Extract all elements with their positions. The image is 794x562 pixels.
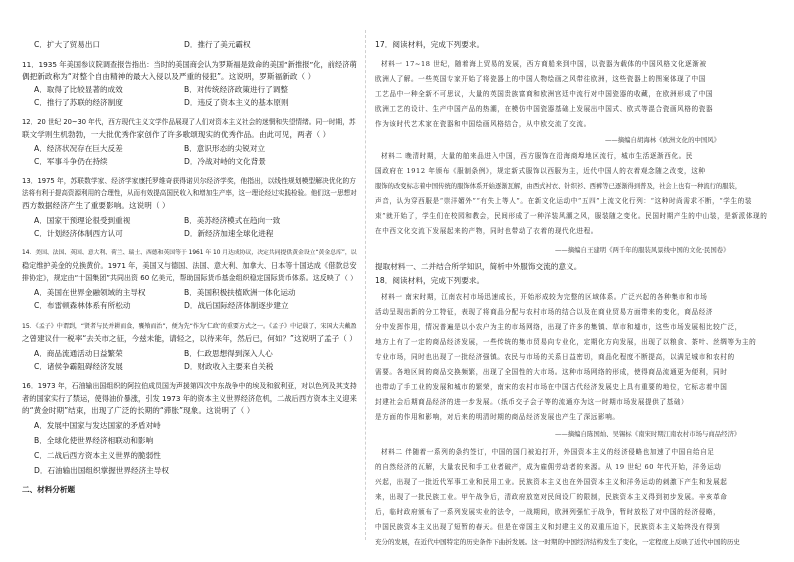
q14-stem-line: 14．美国、法国、英国、意大利、荷兰、瑞士、西德和英国等于 1961 年 10 月达成协议，决定共同提供黄金设立“黄金总库”，以 <box>22 250 357 256</box>
option-c-top: C．扩大了贸易出口 <box>34 40 101 49</box>
q13-stem-line: 13．1975 年，苏联数学家、经济学家康托罗维奇获得诺贝尔经济学奖，他指出，以线性规划模型解决优化的方 <box>22 177 356 185</box>
material-1-source: ——摘编自胡海林《欧洲文化的中国风》 <box>605 136 721 144</box>
q11-stem-line: 偶把新政称为“对整个自由精神的最大入侵以及严重的侵犯”。这说明，罗斯福新政（ ） <box>22 72 316 81</box>
option-d-top: D．推行了美元霸权 <box>184 40 251 49</box>
q16-option-b: B．全球化使世界经济相联动和影响 <box>34 436 154 445</box>
material-1-line: 欧洲人了解。一些英国专家开始了将瓷器上的中国人物绘画之风带往欧洲，这些瓷器上的图案体现了中国 <box>375 75 706 83</box>
q14-option-d: D．战后国际经济体制逐步建立 <box>184 301 289 310</box>
q11-option-b: B．对传统经济政策进行了调整 <box>184 85 288 94</box>
material-3-line: 也带动了手工业的发展和城市的繁荣，南宋的农村市场在中国古代经济发展史上具有重要的地位，它标志着中国 <box>375 383 728 391</box>
q16-option-a: A．发展中国家与发达国家的矛盾对峙 <box>34 421 161 430</box>
q15-option-c: C．诸侯争霸阻碍经济发展 <box>34 362 123 371</box>
q11-stem-line: 11．1935 年美国参议院调查报告指出：当时的美国商会认为罗斯福是致命的美国“新推报”化，前经济萌 <box>22 60 357 69</box>
q15-stem-line: 15．《孟子》中谓到，“贤者与民并耕而食，饔飧而治”，便为先“作为‘仁政’的重要方式之一。《孟子》中记载了，宋国大夫戴盈 <box>22 323 357 330</box>
q11-option-a: A．取得了比较显著的成效 <box>34 85 123 94</box>
material-2-line: 声音，认为穿西服是“崇洋媚外”“有失上等人”。在新文化运动中“五四”上流文化行列：“这种时尚需求不断，“学生的装 <box>375 197 753 205</box>
q17-task: 提取材料一、二并结合所学知识，简析中外服饰交流的意义。 <box>375 262 582 271</box>
q13-option-b: B．美苏经济模式在趋向一致 <box>184 216 281 225</box>
material-2-line: 国政府在 1912 年颁布《服制条例》，规定新式服饰以西服为主，近代中国人的衣着观念随之改变，这种 <box>375 167 706 175</box>
q16-option-c: C．二战后西方资本主义世界的脆弱性 <box>34 451 161 460</box>
material-3-line: 活动呈现出新的分工特征，表现了将商品分配与农村市场的结合以及在商业贸易方面带来的变化，商品经济 <box>375 308 714 316</box>
material-3-line: 封建社会后期商品经济的进一步发展。（纸币交子会子等的流通亦为这一时期市场发展提供了基础） <box>375 398 689 406</box>
material-2-source: ——摘编自王建明《两千年的服装风景线中国的文化·民国卷》 <box>555 246 730 254</box>
q12-option-b: B．意识形态的尖锐对立 <box>184 144 266 153</box>
q18-title: 18．阅读材料，完成下列要求。 <box>375 276 485 285</box>
q13-option-c: C．计划经济体制西方认可 <box>34 229 123 238</box>
material-4-line: 兴起，出现了一批近代军事工业和民用工业。民族资本主义也在外国资本主义和洋务运动的刺激下产生和发展起 <box>375 478 728 486</box>
material-1-line: 工艺品中一种全新不可思议，大量的英国贵族富商和欧洲宫廷中流行对中国瓷器的收藏，在欧洲形成了中国 <box>375 90 714 98</box>
q16-stem-line: 16．1973 年，石油输出国组织的阿拉伯成员国为声援第四次中东战争中的埃及和叙利亚，对以色列及其支持 <box>22 382 357 390</box>
material-4-line: 材料二 伴随着一系列的条约签订，中国的国门被迫打开，外国资本主义的经济侵略也加速了中国自给自足 <box>381 448 715 456</box>
section-title: 二、材料分析题 <box>22 485 76 494</box>
material-2-line: 束”就开始了，学生们在校园和教会，民间形成了一种洋装风潮之风，服装随之变化。民国时期产生的中山装，是新派体现的 <box>375 212 768 220</box>
material-4-line: 充分的发展，在近代中国特定的历史条件下曲折发展。这一时期的中国经济结构发生了变化，一定程度上反映了近代中国的历史 <box>375 538 740 546</box>
q12-option-a: A．经济状况存在巨大反差 <box>34 144 123 153</box>
q15-option-b: B．仁政思想得到深入人心 <box>184 349 273 358</box>
material-3-line: 材料一 南宋时期，江南农村市场迅速成长，开始形成较为完整的区域体系。广泛兴起的各种集市和市场 <box>381 293 708 301</box>
q13-option-d: D．新经济加速全球化进程 <box>184 229 274 238</box>
q12-stem-line: 联文学则生机勃勃，一大批优秀作家创作了许多歌颂现实的优秀作品。由此可见，两者（ ） <box>22 130 331 139</box>
q14-stem-line: 稳定维护美金的兑换黄价。1971 年，美国又与德国、法国、意大利、加拿大、日本等十国达成《借款总安 <box>22 261 357 270</box>
material-1-line: 欧洲工艺的设计、生产中国产品的热潮，在模仿中国瓷器基础上发展出中国式、欧式等混合瓷画风格的瓷器 <box>375 105 714 113</box>
material-3-line: 地方上有了一定的商品经济发展，一些传统的集市贸易向专业化，定期化方向发展，出现了以粮食、茶叶、丝绸等为主的 <box>375 338 757 346</box>
q12-option-c: C．军事斗争仍在持续 <box>34 157 108 166</box>
material-4-line: 的自然经济的瓦解，大量农民和手工业者破产，成为雇佣劳动者的来源。从 19 世纪 60 年代开始，洋务运动 <box>375 463 722 471</box>
q15-stem-line: 之曾建议什一税率“去关市之征，今兹未能，请轻之，以待来年，然后已，何如？”这说明了孟子（ ） <box>22 334 357 343</box>
q14-option-a: A．美国在世界金融领域的主导权 <box>34 288 146 297</box>
q14-stem-line: 排协定》，规定由“十国集团”共同出资 60 亿美元，帮助国际货币基金组织稳定国际货币体系。这反映了（ ） <box>22 273 358 282</box>
q14-option-c: C．布雷顿森林体系有所松动 <box>34 301 131 310</box>
material-3-line: 是方面的作用和影响，对后来的明清时期的商品经济发展也产生了深远影响。 <box>375 413 620 421</box>
q16-option-d: D．石油输出国组织掌握世界经济主导权 <box>34 466 169 475</box>
material-2-line: 在中西文化交流下发展起来的产物，同时也带动了衣着的现代化进程。 <box>375 227 599 235</box>
material-3-source: ——摘编自陈国灿、吴锡标《南宋时期江南农村市场与商品经济》 <box>555 430 741 438</box>
q11-option-d: D．违反了资本主义的基本原则 <box>184 98 289 107</box>
q14-option-b: B．美国积极扶植欧洲一体化运动 <box>184 288 296 297</box>
material-4-line: 后，临时政府颁布了一系列发展实业的法令，一战期间，欧洲列强忙于战争，暂时放松了对中国的经济侵略， <box>375 508 721 516</box>
material-4-line: 来，出现了一批民族工业。甲午战争后，清政府放宽对民间设厂的限制，民族资本主义得到初步发展。辛亥革命 <box>375 493 728 501</box>
material-3-line: 需要。各地区间的商品交换频繁，出现了全国性的大市场。这种市场网络的形成，使得商品流通更为便利，同时 <box>375 368 728 376</box>
material-3-line: 分中发挥作用，情况普遍是以小农户为主的市场网络，出现了许多的集镇、草市和墟市，这些市场发展相比较广泛， <box>375 323 742 331</box>
q12-option-d: D．冷战对峙的文化背景 <box>184 157 266 166</box>
column-divider <box>365 30 366 540</box>
material-1-line: 材料一 17~18 世纪，随着海上贸易的发展，西方商船来到中国，以瓷器为载体的中国风格文化逐渐被 <box>381 60 707 68</box>
material-4-line: 中国民族资本主义出现了短暂的春天。但是在帝国主义和封建主义的双重压迫下，民族资本主义始终没有得到 <box>375 523 721 531</box>
q16-stem-line: 者的国家实行了禁运，使得油价暴涨，引发 1973 年的资本主义世界经济危机，二战后西方资本主义迎来 <box>22 394 357 403</box>
material-3-line: 专业市场，同时也出现了一批经济强镇。农民与市场的关系日益密切，商品化程度不断提高，以满足城市和农村的 <box>375 353 735 361</box>
q11-option-c: C．推行了苏联的经济制度 <box>34 98 123 107</box>
right-column <box>375 0 775 562</box>
q15-option-a: A．商品流通活动日益繁荣 <box>34 349 123 358</box>
material-2-line: 服饰的改变标志着中国传统的服饰体系开始逐渐瓦解，由西式衬衣、针织衫、西裤等已逐渐得到普及，社会上也有一种流行的服装， <box>375 183 742 190</box>
q13-option-a: A．国家干预理论很受到重视 <box>34 216 131 225</box>
material-2-line: 材料二 晚清时期，大量的舶来品进入中国，西方服饰在沿海商埠地区流行，城市生活逐渐西化。民 <box>381 152 694 160</box>
q12-stem-line: 12．20 世纪 20~30 年代，西方现代主义文学作品展现了人们对资本主义社会的迷惘和失望情绪。同一时期，苏 <box>22 118 356 126</box>
q13-stem-line: 法将有利于提高资源利用的合理性，从而有效提高国民收入和增加生产率，这一理论经过实践检验。他们这一思想对 <box>22 189 357 197</box>
q13-stem-line: 西方数据经济产生了重要影响。这说明（ ） <box>22 201 170 210</box>
material-1-line: 作为该时代艺术家在瓷器和中国绘画风格结合，从中欧交流了交流。 <box>375 120 591 128</box>
q17-title: 17．阅读材料，完成下列要求。 <box>375 40 485 49</box>
left-column <box>22 0 360 562</box>
q16-stem-line: 的“黄金时期”结束，出现了广泛的长期的“滞胀”现象。这说明了（ ） <box>22 406 255 415</box>
q15-option-d: D．财政收入主要来自关税 <box>184 362 274 371</box>
